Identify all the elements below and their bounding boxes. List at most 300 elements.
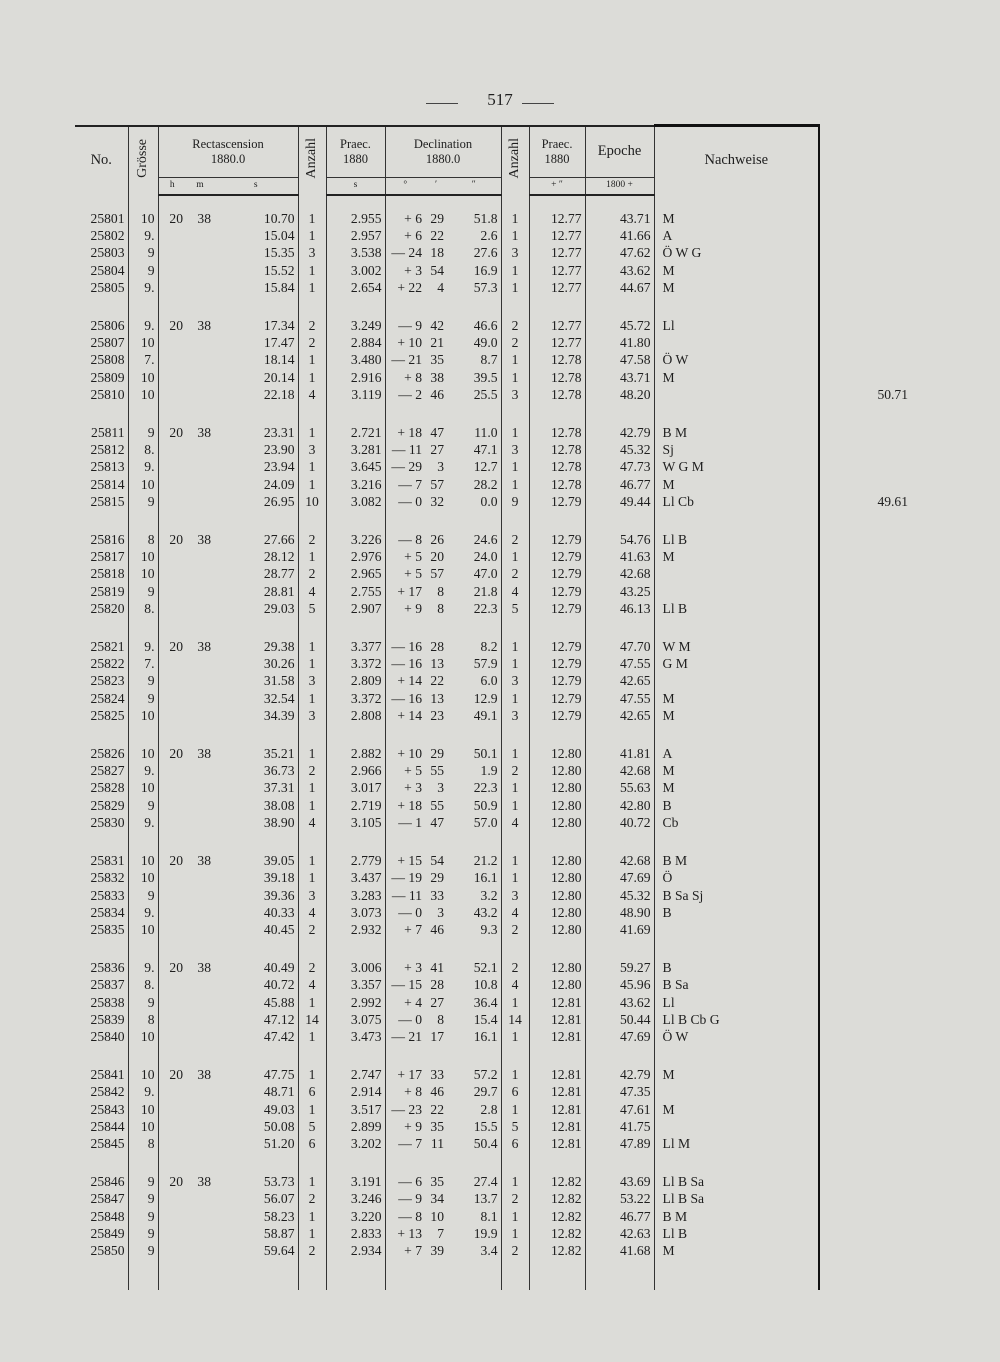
references: M	[654, 548, 819, 565]
ra-hours: 20	[158, 1173, 186, 1190]
magnitude: 9	[128, 690, 158, 707]
header-praec-1	[326, 126, 385, 178]
magnitude: 9	[128, 797, 158, 814]
ra-count: 1	[298, 745, 326, 762]
margin-note: 49.61	[877, 494, 909, 510]
ra-precession: 2.899	[326, 1118, 385, 1135]
dec-count: 1	[501, 1208, 529, 1225]
dec-degrees: — 15	[385, 976, 425, 993]
ra-count: 1	[298, 262, 326, 279]
epoch: 40.72	[585, 814, 654, 831]
ra-precession: 3.283	[326, 887, 385, 904]
margin-note	[819, 869, 918, 886]
ra-hours	[158, 672, 186, 689]
dec-seconds: 2.6	[480, 227, 498, 243]
ra-precession: 3.281	[326, 441, 385, 458]
ra-seconds: 47.12	[263, 1011, 295, 1027]
dec-degrees: + 8	[385, 369, 425, 386]
dec-count: 2	[501, 565, 529, 582]
table-row	[75, 779, 918, 796]
dec-count: 1	[501, 655, 529, 672]
references: B M	[654, 852, 819, 869]
ra-seconds: 51.20	[263, 1136, 295, 1152]
dec-count: 1	[501, 1066, 529, 1083]
ra-minutes	[186, 262, 214, 279]
epoch: 41.63	[585, 548, 654, 565]
margin-note	[819, 762, 918, 779]
dec-count: 1	[501, 1225, 529, 1242]
ra-hours	[158, 1135, 186, 1152]
margin-note	[819, 1242, 918, 1259]
dec-seconds: 57.3	[473, 280, 498, 296]
dec-degrees: — 2	[385, 386, 425, 403]
table-row	[75, 279, 918, 296]
ra-precession: 3.377	[326, 638, 385, 655]
magnitude: 8.	[128, 441, 158, 458]
ra-minutes	[186, 1135, 214, 1152]
ra-count: 3	[298, 244, 326, 261]
star-number: 25804	[90, 262, 125, 278]
epoch: 42.65	[585, 672, 654, 689]
star-number: 25801	[90, 210, 125, 226]
references: M	[654, 262, 819, 279]
epoch: 44.67	[585, 279, 654, 296]
dec-degrees: + 7	[385, 1242, 425, 1259]
dec-degrees: — 11	[385, 441, 425, 458]
references: Ll Cb	[654, 493, 819, 510]
references	[654, 672, 819, 689]
dec-precession: 12.79	[529, 690, 585, 707]
magnitude: 10	[128, 852, 158, 869]
ra-count: 1	[298, 476, 326, 493]
ra-count: 1	[298, 227, 326, 244]
dec-degrees: — 23	[385, 1101, 425, 1118]
references: M	[654, 476, 819, 493]
dec-seconds: 6.0	[480, 673, 498, 689]
dec-count: 1	[501, 745, 529, 762]
dec-degrees: — 19	[385, 869, 425, 886]
references	[654, 1083, 819, 1100]
dec-seconds: 8.7	[480, 352, 498, 368]
epoch: 47.35	[585, 1083, 654, 1100]
magnitude: 10	[128, 386, 158, 403]
ra-hours	[158, 476, 186, 493]
table-row	[75, 476, 918, 493]
dec-degrees: + 3	[385, 959, 425, 976]
star-number: 25834	[90, 904, 125, 920]
group-spacer	[75, 1153, 918, 1173]
table-row	[75, 921, 918, 938]
ra-minutes	[186, 1101, 214, 1118]
dec-precession: 12.80	[529, 921, 585, 938]
ra-seconds: 40.33	[263, 904, 295, 920]
ra-minutes	[186, 369, 214, 386]
ra-minutes: 38	[197, 317, 211, 333]
dec-precession: 12.80	[529, 904, 585, 921]
dec-count: 1	[501, 779, 529, 796]
margin-note	[819, 210, 918, 227]
dec-precession: 12.82	[529, 1242, 585, 1259]
star-number: 25823	[90, 673, 125, 689]
header-dec-s: ″	[447, 177, 501, 195]
star-number: 25839	[90, 1011, 125, 1027]
dec-degrees: + 3	[385, 262, 425, 279]
ra-count: 2	[298, 334, 326, 351]
ra-seconds: 49.03	[263, 1101, 295, 1117]
dec-precession: 12.80	[529, 814, 585, 831]
ra-hours: 20	[158, 424, 186, 441]
star-number: 25809	[90, 369, 125, 385]
references	[654, 386, 819, 403]
references: Ö W	[654, 351, 819, 368]
magnitude: 9	[128, 1173, 158, 1190]
ra-hours	[158, 690, 186, 707]
references	[654, 921, 819, 938]
margin-note	[819, 852, 918, 869]
epoch: 41.80	[585, 334, 654, 351]
ra-hours	[158, 1028, 186, 1045]
epoch: 45.32	[585, 887, 654, 904]
dec-seconds: 28.2	[473, 476, 498, 492]
ra-seconds: 36.73	[263, 763, 295, 779]
dec-seconds: 50.9	[473, 797, 498, 813]
margin-note	[819, 1101, 918, 1118]
dec-seconds: 21.8	[473, 583, 498, 599]
dec-precession: 12.81	[529, 1028, 585, 1045]
ra-count: 1	[298, 994, 326, 1011]
star-number: 25806	[90, 317, 125, 333]
table-row	[75, 210, 918, 227]
dec-seconds: 22.3	[473, 601, 498, 617]
references: G M	[654, 655, 819, 672]
ra-hours	[158, 600, 186, 617]
ra-precession: 2.884	[326, 334, 385, 351]
epoch: 41.81	[585, 745, 654, 762]
ra-count: 1	[298, 1173, 326, 1190]
header-ra-s: s	[214, 177, 298, 195]
ra-hours	[158, 386, 186, 403]
ra-count: 1	[298, 638, 326, 655]
ra-hours	[158, 1225, 186, 1242]
star-number: 25846	[90, 1173, 125, 1189]
ra-precession: 3.216	[326, 476, 385, 493]
dec-count: 9	[501, 493, 529, 510]
dec-seconds: 57.2	[473, 1066, 498, 1082]
dec-degrees: + 18	[385, 797, 425, 814]
table-row	[75, 707, 918, 724]
table-row	[75, 351, 918, 368]
ra-hours	[158, 904, 186, 921]
table-row	[75, 797, 918, 814]
margin-note	[819, 690, 918, 707]
ra-seconds: 39.36	[263, 887, 295, 903]
ra-seconds: 58.23	[263, 1208, 295, 1224]
table-row	[75, 1190, 918, 1207]
table-row	[75, 386, 918, 403]
table-row	[75, 1011, 918, 1028]
ra-hours	[158, 548, 186, 565]
ra-minutes	[186, 869, 214, 886]
dec-minutes: 20	[430, 549, 444, 564]
dec-count: 3	[501, 887, 529, 904]
epoch: 47.70	[585, 638, 654, 655]
dec-count: 5	[501, 600, 529, 617]
table-row	[75, 531, 918, 548]
ra-precession: 3.220	[326, 1208, 385, 1225]
ra-precession: 3.006	[326, 959, 385, 976]
ra-precession: 2.965	[326, 565, 385, 582]
dec-minutes: 38	[430, 369, 444, 385]
epoch: 47.89	[585, 1135, 654, 1152]
ra-minutes	[186, 441, 214, 458]
dec-count: 3	[501, 441, 529, 458]
table-row	[75, 852, 918, 869]
epoch: 47.62	[585, 244, 654, 261]
magnitude: 9.	[128, 458, 158, 475]
dec-seconds: 3.4	[480, 1243, 498, 1259]
dec-count: 6	[501, 1135, 529, 1152]
ra-precession: 3.249	[326, 317, 385, 334]
star-number: 25844	[90, 1118, 125, 1134]
ra-hours	[158, 262, 186, 279]
ra-minutes	[186, 1118, 214, 1135]
dec-minutes: 42	[430, 317, 444, 333]
header-anzahl-1	[298, 126, 326, 195]
ra-minutes	[186, 1225, 214, 1242]
ra-precession: 3.372	[326, 690, 385, 707]
ra-seconds: 37.31	[263, 780, 295, 796]
dec-precession: 12.80	[529, 745, 585, 762]
group-spacer	[75, 618, 918, 638]
star-number: 25836	[90, 959, 125, 975]
dec-count: 1	[501, 227, 529, 244]
table-row	[75, 317, 918, 334]
magnitude: 10	[128, 1028, 158, 1045]
ra-minutes	[186, 797, 214, 814]
ra-minutes	[186, 244, 214, 261]
dec-minutes: 13	[430, 690, 444, 706]
dec-precession: 12.81	[529, 1011, 585, 1028]
ra-precession: 2.719	[326, 797, 385, 814]
table-row	[75, 1101, 918, 1118]
dec-degrees: — 21	[385, 1028, 425, 1045]
ra-seconds: 29.03	[263, 601, 295, 617]
ra-precession: 2.809	[326, 672, 385, 689]
ra-seconds: 45.88	[263, 994, 295, 1010]
ra-hours	[158, 334, 186, 351]
dec-count: 2	[501, 921, 529, 938]
ra-hours	[158, 762, 186, 779]
references: Ll M	[654, 1135, 819, 1152]
ra-minutes: 38	[197, 1173, 211, 1189]
dec-minutes: 41	[430, 959, 444, 975]
table-row	[75, 262, 918, 279]
dec-count: 4	[501, 904, 529, 921]
margin-note	[819, 244, 918, 261]
dec-count: 4	[501, 976, 529, 993]
dec-degrees: + 6	[385, 210, 425, 227]
dec-precession: 12.82	[529, 1208, 585, 1225]
ra-minutes: 38	[197, 638, 211, 654]
magnitude: 9.	[128, 904, 158, 921]
dec-degrees: — 0	[385, 1011, 425, 1028]
magnitude: 10	[128, 707, 158, 724]
ra-seconds: 28.81	[263, 583, 295, 599]
star-number: 25819	[90, 583, 125, 599]
dec-count: 3	[501, 244, 529, 261]
star-number: 25825	[90, 708, 125, 724]
dec-seconds: 46.6	[473, 317, 498, 333]
dec-precession: 12.81	[529, 1135, 585, 1152]
dec-minutes: 39	[430, 1243, 444, 1259]
dec-seconds: 49.0	[473, 334, 498, 350]
table-row	[75, 655, 918, 672]
dec-degrees: + 15	[385, 852, 425, 869]
ra-hours	[158, 279, 186, 296]
ra-minutes	[186, 690, 214, 707]
ra-count: 1	[298, 351, 326, 368]
margin-note	[819, 672, 918, 689]
star-number: 25841	[90, 1066, 125, 1082]
dec-minutes: 29	[430, 210, 444, 226]
star-number: 25838	[90, 994, 125, 1010]
dec-precession: 12.79	[529, 565, 585, 582]
magnitude: 9	[128, 424, 158, 441]
ra-minutes	[186, 227, 214, 244]
margin-note	[819, 1225, 918, 1242]
margin-note	[819, 1173, 918, 1190]
ra-hours	[158, 351, 186, 368]
dec-seconds: 25.5	[473, 387, 498, 403]
star-number: 25820	[90, 601, 125, 617]
magnitude: 10	[128, 779, 158, 796]
dec-minutes: 35	[430, 352, 444, 368]
dec-count: 1	[501, 797, 529, 814]
ra-count: 1	[298, 424, 326, 441]
epoch: 43.25	[585, 583, 654, 600]
header-dec-epoch: 1880.0	[425, 151, 461, 166]
table-row	[75, 583, 918, 600]
references: M	[654, 1242, 819, 1259]
magnitude: 9	[128, 672, 158, 689]
margin-note	[819, 655, 918, 672]
table-row	[75, 869, 918, 886]
dec-count: 1	[501, 690, 529, 707]
magnitude: 9	[128, 1190, 158, 1207]
magnitude: 9	[128, 1225, 158, 1242]
dec-minutes: 54	[430, 852, 444, 868]
ra-count: 14	[298, 1011, 326, 1028]
ra-minutes: 38	[197, 424, 211, 440]
margin-note	[819, 262, 918, 279]
star-number: 25816	[90, 531, 125, 547]
references: Sj	[654, 441, 819, 458]
ra-precession: 3.437	[326, 869, 385, 886]
epoch: 43.62	[585, 262, 654, 279]
dec-precession: 12.79	[529, 638, 585, 655]
dec-degrees: + 9	[385, 600, 425, 617]
table-bottom-spacer	[75, 1260, 918, 1290]
star-number: 25830	[90, 815, 125, 831]
dec-degrees: + 5	[385, 565, 425, 582]
dec-seconds: 12.9	[473, 690, 498, 706]
epoch: 47.69	[585, 1028, 654, 1045]
references: B	[654, 904, 819, 921]
dec-minutes: 33	[430, 887, 444, 903]
epoch: 47.58	[585, 351, 654, 368]
star-number: 25850	[90, 1243, 125, 1259]
dec-degrees: + 5	[385, 762, 425, 779]
header-dec-title: Declination	[413, 137, 473, 152]
ra-precession: 2.721	[326, 424, 385, 441]
ra-hours	[158, 244, 186, 261]
dec-count: 1	[501, 869, 529, 886]
epoch: 43.62	[585, 994, 654, 1011]
dec-precession: 12.79	[529, 655, 585, 672]
epoch: 42.80	[585, 797, 654, 814]
references: Ll B Cb G	[654, 1011, 819, 1028]
ra-seconds: 15.35	[263, 245, 295, 261]
ra-count: 5	[298, 1118, 326, 1135]
references: M	[654, 707, 819, 724]
ra-minutes	[186, 1011, 214, 1028]
dec-degrees: + 9	[385, 1118, 425, 1135]
group-spacer	[75, 1046, 918, 1066]
table-row	[75, 690, 918, 707]
magnitude: 10	[128, 1118, 158, 1135]
ra-count: 6	[298, 1135, 326, 1152]
star-number: 25818	[90, 566, 125, 582]
ra-minutes	[186, 1083, 214, 1100]
margin-note	[819, 707, 918, 724]
ra-seconds: 58.87	[263, 1226, 295, 1241]
header-margin	[819, 126, 918, 195]
ra-seconds: 39.05	[263, 852, 295, 868]
dec-minutes: 46	[430, 922, 444, 938]
ra-count: 1	[298, 458, 326, 475]
dec-seconds: 16.1	[473, 870, 498, 886]
header-no: No.	[75, 126, 128, 195]
ra-hours	[158, 369, 186, 386]
dec-count: 1	[501, 994, 529, 1011]
star-number: 25807	[90, 334, 125, 350]
ra-precession: 2.934	[326, 1242, 385, 1259]
references: Ll B Sa	[654, 1173, 819, 1190]
dec-degrees: + 6	[385, 227, 425, 244]
references: Ll B	[654, 531, 819, 548]
table-row	[75, 672, 918, 689]
dec-precession: 12.78	[529, 386, 585, 403]
ra-precession: 3.017	[326, 779, 385, 796]
ra-minutes	[186, 1028, 214, 1045]
margin-note	[819, 351, 918, 368]
star-number: 25837	[90, 977, 125, 993]
star-number: 25808	[90, 352, 125, 368]
references	[654, 583, 819, 600]
dec-minutes: 34	[430, 1191, 444, 1207]
dec-count: 2	[501, 317, 529, 334]
dec-degrees: + 14	[385, 707, 425, 724]
margin-note	[819, 531, 918, 548]
references: Ll B	[654, 1225, 819, 1242]
ra-seconds: 10.70	[263, 210, 295, 226]
ra-precession: 3.002	[326, 262, 385, 279]
references: M	[654, 279, 819, 296]
references: Ll	[654, 317, 819, 334]
references: Ö	[654, 869, 819, 886]
ra-count: 1	[298, 779, 326, 796]
references: Ö W G	[654, 244, 819, 261]
